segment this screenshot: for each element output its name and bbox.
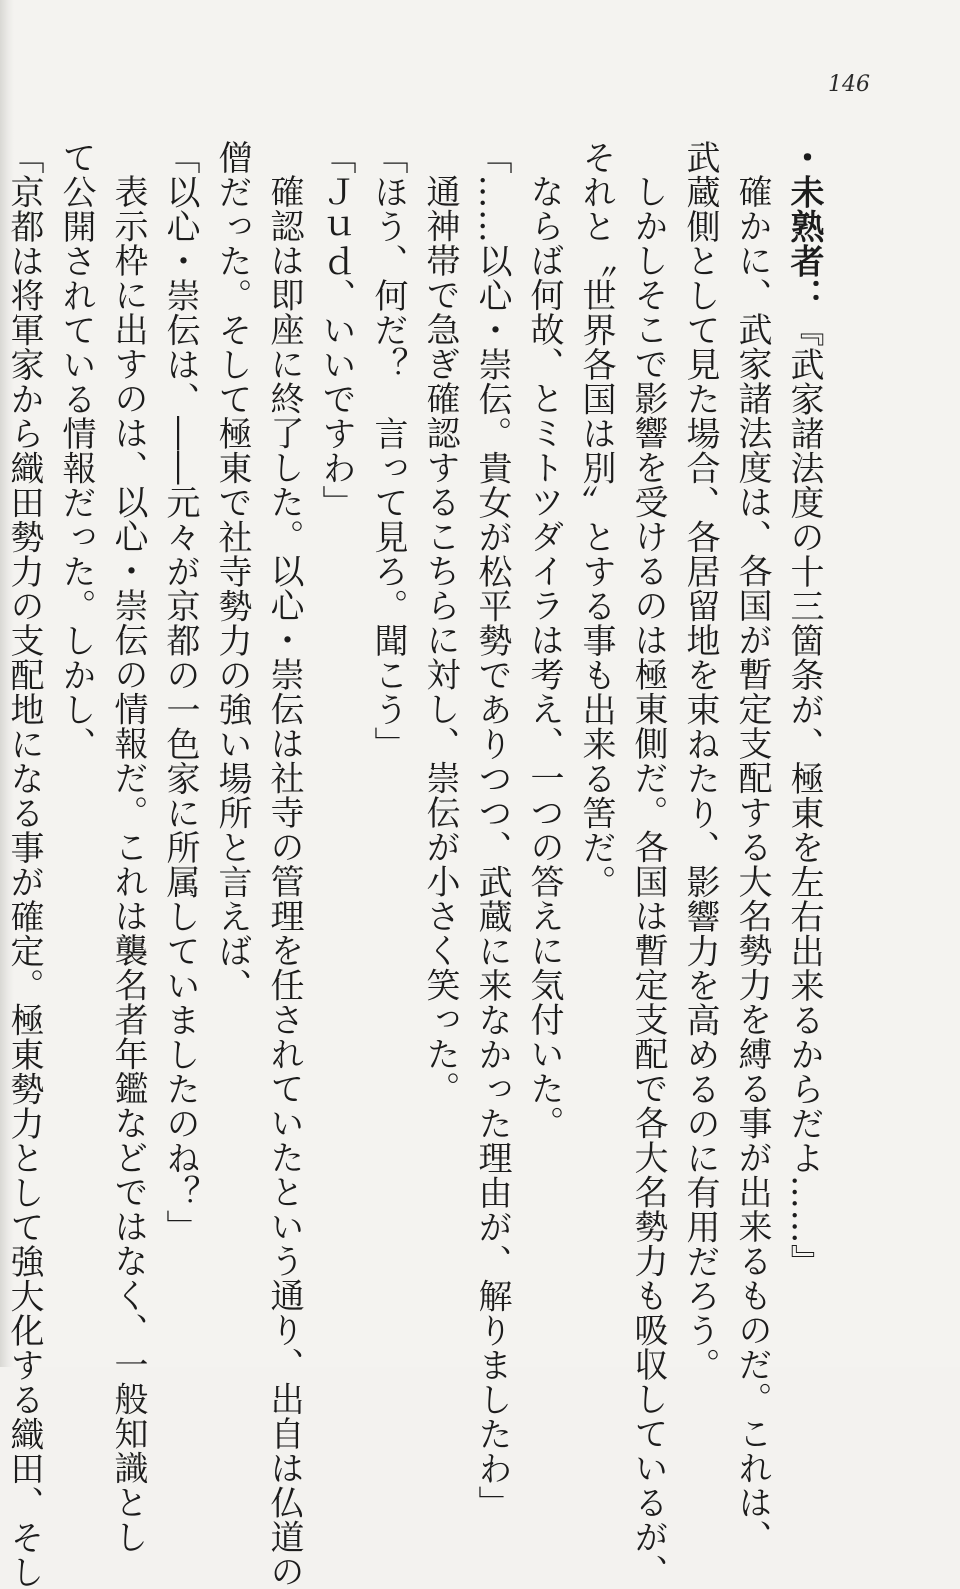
- text-line-7: 「……以心・崇伝。貴女が松平勢でありつつ、武蔵に来なかった理由が、解りましたわ」: [472, 140, 512, 1520]
- text-line-6: ならば何故、とミトツダイラは考え、一つの答えに気付いた。: [524, 174, 564, 1140]
- text-line-13: 「以心・崇伝は、――元々が京都の一色家に所属していましたのね？」: [160, 140, 200, 1244]
- text-line-16: 「京都は将軍家から織田勢力の支配地になる事が確定。極東勢力として強大化する織田、そし: [4, 140, 44, 1589]
- text-line-11: 確認は即座に終了した。以心・崇伝は社寺の管理を任されていたという通り、出自は仏道の: [264, 174, 304, 1589]
- page-number: 146: [828, 72, 870, 97]
- body-text: [4, 140, 830, 1589]
- text-line-2: 確かに、武家諸法度は、各国が暫定支配する大名勢力を縛る事が出来るものだ。これは、: [732, 174, 772, 1554]
- text-line-15: て公開されている情報だった。しかし、: [56, 140, 96, 761]
- speaker-label: ・未熟者：: [784, 140, 824, 313]
- text-line-4: しかしそこで影響を受けるのは極東側だ。各国は暫定支配で各大名勢力も吸収しているが、: [628, 174, 668, 1589]
- text-line-12: 僧だった。そして極東で社寺勢力の強い場所と言えば、: [212, 140, 252, 1003]
- text-line-14: 表示枠に出すのは、以心・崇伝の情報だ。これは襲名者年鑑などではなく、一般知識とし: [108, 174, 148, 1554]
- text-line-8: 通神帯で急ぎ確認するこちらに対し、崇伝が小さく笑った。: [420, 174, 460, 1106]
- text-line-9: 「ほう、何だ？ 言って見ろ。聞こう」: [368, 140, 408, 761]
- text-line-1: [778, 140, 830, 1279]
- dialogue-line: 『武家諸法度の十三箇条が、極東を左右出来るからだよ……』: [784, 312, 824, 1279]
- text-line-5: それと〝世界各国は別〟とする事も出来る筈だ。: [576, 140, 616, 899]
- text-line-10: 「Ｊｕｄ、いいですわ」: [316, 140, 356, 520]
- text-line-3: 武蔵側として見た場合、各居留地を束ねたり、影響力を高めるのに有用だろう。: [680, 140, 720, 1382]
